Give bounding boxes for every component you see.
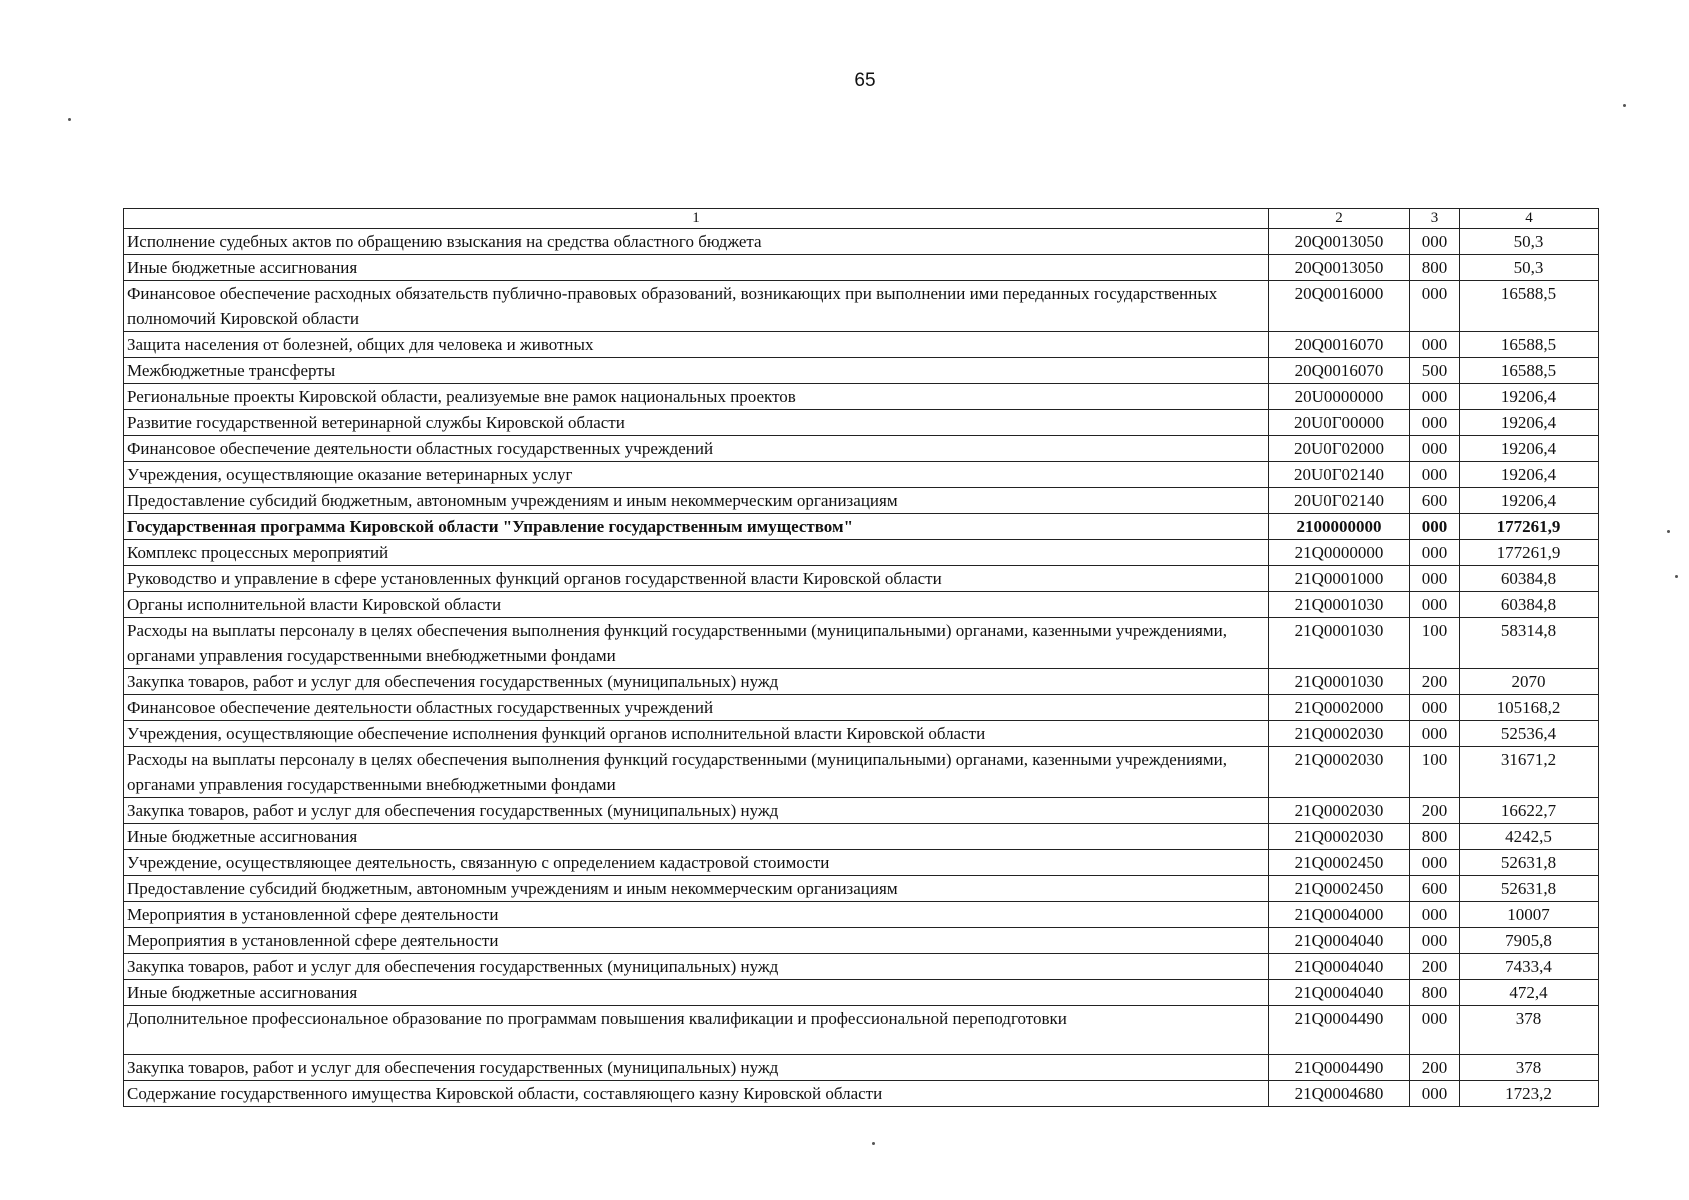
row-kind-cell: 000 (1410, 410, 1460, 436)
row-kind-cell: 000 (1410, 514, 1460, 540)
row-amount-cell: 2070 (1460, 669, 1599, 695)
row-kind-cell: 000 (1410, 695, 1460, 721)
row-name-cell: Расходы на выплаты персоналу в целях обеспечения выполнения функций государственными (муниципальными) органами, казенными учреждениями, органами управления государственными внебюджетными фондами (124, 618, 1269, 669)
row-kind-cell: 200 (1410, 798, 1460, 824)
row-kind-cell: 000 (1410, 436, 1460, 462)
row-kind-cell: 000 (1410, 229, 1460, 255)
row-amount-cell: 7433,4 (1460, 954, 1599, 980)
row-code-cell: 20U0Г02140 (1269, 462, 1410, 488)
row-name-cell: Финансовое обеспечение деятельности областных государственных учреждений (124, 436, 1269, 462)
row-amount-cell: 60384,8 (1460, 566, 1599, 592)
row-code-cell: 21Q0004040 (1269, 980, 1410, 1006)
table-row (124, 902, 1599, 928)
row-name-cell: Руководство и управление в сфере установленных функций органов государственной власти Кировской области (124, 566, 1269, 592)
row-amount-cell: 1723,2 (1460, 1081, 1599, 1107)
row-kind-cell: 600 (1410, 876, 1460, 902)
row-name-cell: Межбюджетные трансферты (124, 358, 1269, 384)
row-kind-cell: 000 (1410, 721, 1460, 747)
row-amount-cell: 19206,4 (1460, 436, 1599, 462)
row-amount-cell: 19206,4 (1460, 488, 1599, 514)
table-row (124, 747, 1599, 798)
row-amount-cell: 58314,8 (1460, 618, 1599, 669)
row-code-cell: 21Q0004040 (1269, 928, 1410, 954)
table-row (124, 1081, 1599, 1107)
row-name-cell: Предоставление субсидий бюджетным, автономным учреждениям и иным некоммерческим организациям (124, 488, 1269, 514)
row-code-cell: 21Q0001030 (1269, 592, 1410, 618)
row-kind-cell: 000 (1410, 902, 1460, 928)
header-col-2: 2 (1269, 209, 1410, 229)
row-kind-cell: 100 (1410, 618, 1460, 669)
row-kind-cell: 500 (1410, 358, 1460, 384)
budget-table (123, 208, 1599, 1107)
row-kind-cell: 000 (1410, 928, 1460, 954)
table-row (124, 928, 1599, 954)
scan-speck (872, 1142, 875, 1145)
row-name-cell: Дополнительное профессиональное образование по программам повышения квалификации и профессиональной переподготовки (124, 1006, 1269, 1055)
scan-speck (68, 118, 71, 121)
row-amount-cell: 378 (1460, 1055, 1599, 1081)
row-code-cell: 2100000000 (1269, 514, 1410, 540)
table-row (124, 954, 1599, 980)
row-name-cell: Иные бюджетные ассигнования (124, 255, 1269, 281)
row-name-cell: Финансовое обеспечение деятельности областных государственных учреждений (124, 695, 1269, 721)
row-name-cell: Финансовое обеспечение расходных обязательств публично-правовых образований, возникающих при выполнении ими переданных государственных полномочий Кировской области (124, 281, 1269, 332)
row-amount-cell: 177261,9 (1460, 514, 1599, 540)
row-kind-cell: 000 (1410, 332, 1460, 358)
table-row (124, 721, 1599, 747)
row-kind-cell: 000 (1410, 1081, 1460, 1107)
row-amount-cell: 177261,9 (1460, 540, 1599, 566)
row-code-cell: 21Q0002450 (1269, 876, 1410, 902)
row-amount-cell: 50,3 (1460, 255, 1599, 281)
row-code-cell: 20U0Г00000 (1269, 410, 1410, 436)
row-amount-cell: 52631,8 (1460, 876, 1599, 902)
header-col-1: 1 (124, 209, 1269, 229)
table-row (124, 695, 1599, 721)
row-name-cell: Закупка товаров, работ и услуг для обеспечения государственных (муниципальных) нужд (124, 1055, 1269, 1081)
table-row (124, 669, 1599, 695)
row-code-cell: 20Q0013050 (1269, 255, 1410, 281)
row-code-cell: 21Q0004490 (1269, 1006, 1410, 1055)
row-name-cell: Региональные проекты Кировской области, реализуемые вне рамок национальных проектов (124, 384, 1269, 410)
row-amount-cell: 16588,5 (1460, 358, 1599, 384)
table-row (124, 462, 1599, 488)
table-row (124, 798, 1599, 824)
row-name-cell: Закупка товаров, работ и услуг для обеспечения государственных (муниципальных) нужд (124, 798, 1269, 824)
row-kind-cell: 800 (1410, 255, 1460, 281)
row-code-cell: 20Q0016070 (1269, 358, 1410, 384)
row-code-cell: 21Q0002000 (1269, 695, 1410, 721)
row-name-cell: Мероприятия в установленной сфере деятельности (124, 928, 1269, 954)
table-row (124, 436, 1599, 462)
row-kind-cell: 000 (1410, 1006, 1460, 1055)
row-name-cell: Учреждения, осуществляющие обеспечение исполнения функций органов исполнительной власти Кировской области (124, 721, 1269, 747)
row-name-cell: Органы исполнительной власти Кировской области (124, 592, 1269, 618)
table-row (124, 229, 1599, 255)
row-amount-cell: 378 (1460, 1006, 1599, 1055)
row-amount-cell: 52536,4 (1460, 721, 1599, 747)
row-kind-cell: 000 (1410, 566, 1460, 592)
table-row (124, 1006, 1599, 1055)
row-code-cell: 21Q0002030 (1269, 798, 1410, 824)
row-name-cell: Комплекс процессных мероприятий (124, 540, 1269, 566)
row-name-cell: Учреждение, осуществляющее деятельность, связанную с определением кадастровой стоимости (124, 850, 1269, 876)
row-name-cell: Предоставление субсидий бюджетным, автономным учреждениям и иным некоммерческим организациям (124, 876, 1269, 902)
row-amount-cell: 16588,5 (1460, 332, 1599, 358)
row-name-cell: Закупка товаров, работ и услуг для обеспечения государственных (муниципальных) нужд (124, 669, 1269, 695)
row-code-cell: 20Q0013050 (1269, 229, 1410, 255)
table-body (124, 229, 1599, 1107)
row-amount-cell: 16622,7 (1460, 798, 1599, 824)
row-name-cell: Защита населения от болезней, общих для человека и животных (124, 332, 1269, 358)
table-row (124, 255, 1599, 281)
row-amount-cell: 16588,5 (1460, 281, 1599, 332)
row-name-cell: Закупка товаров, работ и услуг для обеспечения государственных (муниципальных) нужд (124, 954, 1269, 980)
row-kind-cell: 800 (1410, 824, 1460, 850)
row-kind-cell: 800 (1410, 980, 1460, 1006)
table-row (124, 1055, 1599, 1081)
header-col-3: 3 (1410, 209, 1460, 229)
row-code-cell: 20U0Г02140 (1269, 488, 1410, 514)
table-row (124, 876, 1599, 902)
row-code-cell: 20Q0016070 (1269, 332, 1410, 358)
table-row (124, 410, 1599, 436)
row-code-cell: 21Q0002450 (1269, 850, 1410, 876)
table-row (124, 358, 1599, 384)
table-row (124, 281, 1599, 332)
row-code-cell: 21Q0004490 (1269, 1055, 1410, 1081)
row-code-cell: 21Q0004000 (1269, 902, 1410, 928)
row-kind-cell: 000 (1410, 462, 1460, 488)
row-kind-cell: 200 (1410, 954, 1460, 980)
row-amount-cell: 52631,8 (1460, 850, 1599, 876)
row-amount-cell: 105168,2 (1460, 695, 1599, 721)
row-code-cell: 20U0000000 (1269, 384, 1410, 410)
table-row (124, 592, 1599, 618)
row-code-cell: 20U0Г02000 (1269, 436, 1410, 462)
row-name-cell: Мероприятия в установленной сфере деятельности (124, 902, 1269, 928)
row-code-cell: 21Q0001000 (1269, 566, 1410, 592)
row-code-cell: 20Q0016000 (1269, 281, 1410, 332)
header-row (124, 209, 1599, 229)
row-kind-cell: 000 (1410, 592, 1460, 618)
row-amount-cell: 60384,8 (1460, 592, 1599, 618)
row-kind-cell: 200 (1410, 1055, 1460, 1081)
row-kind-cell: 000 (1410, 281, 1460, 332)
row-amount-cell: 7905,8 (1460, 928, 1599, 954)
row-amount-cell: 50,3 (1460, 229, 1599, 255)
row-code-cell: 21Q0000000 (1269, 540, 1410, 566)
row-kind-cell: 200 (1410, 669, 1460, 695)
row-name-cell: Исполнение судебных актов по обращению взыскания на средства областного бюджета (124, 229, 1269, 255)
header-col-4: 4 (1460, 209, 1599, 229)
row-code-cell: 21Q0001030 (1269, 669, 1410, 695)
row-kind-cell: 000 (1410, 850, 1460, 876)
row-amount-cell: 31671,2 (1460, 747, 1599, 798)
row-kind-cell: 000 (1410, 540, 1460, 566)
row-name-cell: Расходы на выплаты персоналу в целях обеспечения выполнения функций государственными (муниципальными) органами, казенными учреждениями, органами управления государственными внебюджетными фондами (124, 747, 1269, 798)
row-name-cell: Учреждения, осуществляющие оказание ветеринарных услуг (124, 462, 1269, 488)
scan-speck (1623, 104, 1626, 107)
row-code-cell: 21Q0002030 (1269, 747, 1410, 798)
row-code-cell: 21Q0002030 (1269, 721, 1410, 747)
table-row (124, 824, 1599, 850)
row-amount-cell: 10007 (1460, 902, 1599, 928)
scan-speck (1675, 575, 1678, 578)
row-code-cell: 21Q0002030 (1269, 824, 1410, 850)
table-row (124, 566, 1599, 592)
row-name-cell: Развитие государственной ветеринарной службы Кировской области (124, 410, 1269, 436)
table-row (124, 514, 1599, 540)
row-amount-cell: 19206,4 (1460, 410, 1599, 436)
row-amount-cell: 19206,4 (1460, 462, 1599, 488)
row-kind-cell: 600 (1410, 488, 1460, 514)
row-amount-cell: 4242,5 (1460, 824, 1599, 850)
table-row (124, 332, 1599, 358)
page-number: 65 (854, 70, 876, 91)
row-code-cell: 21Q0001030 (1269, 618, 1410, 669)
row-code-cell: 21Q0004040 (1269, 954, 1410, 980)
budget-table-container (123, 208, 1598, 1107)
scan-speck (1667, 530, 1670, 533)
row-kind-cell: 100 (1410, 747, 1460, 798)
row-name-cell: Иные бюджетные ассигнования (124, 980, 1269, 1006)
table-row (124, 618, 1599, 669)
row-kind-cell: 000 (1410, 384, 1460, 410)
row-name-cell: Содержание государственного имущества Кировской области, составляющего казну Кировской области (124, 1081, 1269, 1107)
row-code-cell: 21Q0004680 (1269, 1081, 1410, 1107)
table-row (124, 850, 1599, 876)
row-name-cell: Иные бюджетные ассигнования (124, 824, 1269, 850)
table-row (124, 488, 1599, 514)
row-name-cell: Государственная программа Кировской области "Управление государственным имуществом" (124, 514, 1269, 540)
row-amount-cell: 472,4 (1460, 980, 1599, 1006)
table-row (124, 540, 1599, 566)
table-row (124, 384, 1599, 410)
table-row (124, 980, 1599, 1006)
row-amount-cell: 19206,4 (1460, 384, 1599, 410)
